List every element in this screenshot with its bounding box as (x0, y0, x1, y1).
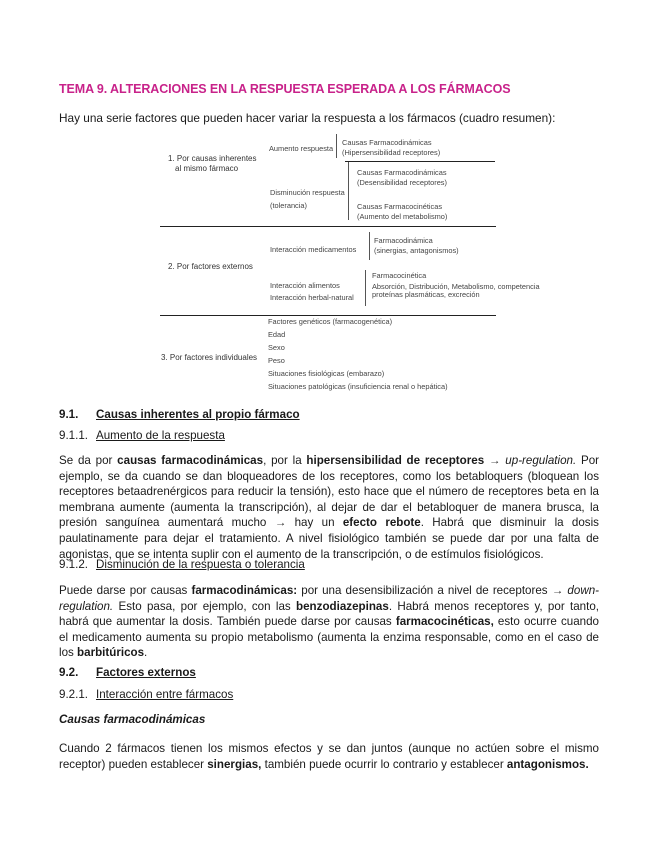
section-number: 9.2. (59, 666, 79, 679)
g2-farmacocinetica-l2: Absorción, Distribución, Metabolismo, competencia (372, 282, 540, 291)
section-9-1-1-heading (59, 429, 225, 442)
g2-farmacocinetica-l3: proteínas plasmáticas, excreción (372, 290, 480, 299)
g1-dism-fc-l1: Causas Farmacocinéticas (357, 202, 443, 211)
section-9-1-heading (59, 408, 300, 421)
section-9-2-heading (59, 666, 196, 679)
g1-dism-fd-l2: (Desensibilidad receptores) (357, 178, 447, 187)
g1-label-line1: 1. Por causas inherentes (168, 154, 257, 163)
g1-dism-fd-l1: Causas Farmacodinámicas (357, 168, 447, 177)
g2-farmacocinetica-l1: Farmacocinética (372, 271, 427, 280)
g1-divider-1 (336, 134, 337, 158)
section-title: Disminución de la respuesta o tolerancia (96, 558, 305, 571)
g2-farmacodinamica-l2: (sinergias, antagonismos) (374, 246, 459, 255)
section-title: Interacción entre fármacos (96, 688, 234, 701)
g2-divider-2 (365, 270, 366, 306)
group-separator-2 (160, 315, 496, 316)
g2-label: 2. Por factores externos (168, 262, 253, 271)
section-title: Causas inherentes al propio fármaco (96, 408, 300, 421)
section-9-2-1-heading (59, 688, 233, 701)
g1-dism-fc-l2: (Aumento del metabolismo) (357, 212, 448, 221)
causas-farmacodinamicas-heading: Causas farmacodinámicas (59, 713, 206, 726)
paragraph-aumento: Se da por causas farmacodinámicas, por la hipersensibilidad de receptores → up-regulation. Por ejemplo, se da cuando se dan bloqueadores de los receptores, como los betabloquers (bloquean los receptores betaadrenérgicos para reducir la tensión), esto hace que el número de receptores beta en la membrana aumente (aumenta la transcripción), al dejar de dar el betabloquer de manera brusca, la presión sanguínea aumentará mucho → hay un efecto rebote. Habrá que disminuir la dosis paulatinamente para dejar el tratamiento. A nivel fisiológico también se puede dar por una falta de agonistas, que se intenta suplir con el aumento de la transcripción, o de estímulos fisiológicos. (59, 454, 600, 561)
g3-label: 3. Por factores individuales (161, 353, 258, 362)
section-title: Aumento de la respuesta (96, 429, 225, 442)
g2-interaccion-medicamentos: Interacción medicamentos (270, 245, 357, 254)
g1-rule-1 (345, 161, 495, 162)
g2-interaccion-herbal: Interacción herbal-natural (270, 293, 354, 302)
g3-item: Peso (268, 356, 285, 365)
section-number: 9.1.1. (59, 429, 89, 442)
g2-interaccion-alimentos: Interacción alimentos (270, 281, 340, 290)
g2-farmacodinamica-l1: Farmacodinámica (374, 236, 433, 245)
paragraph-interaccion: Cuando 2 fármacos tienen los mismos efectos y se dan juntos (aunque no actúen sobre el mismo receptor) pueden establecer sinergias, también puede ocurrir lo contrario y establecer antagonismos. (59, 742, 599, 771)
g1-aumento: Aumento respuesta (269, 144, 334, 153)
g1-disminucion-l1: Disminución respuesta (270, 188, 345, 197)
g3-item: Sexo (268, 343, 285, 352)
g3-item: Factores genéticos (farmacogenética) (268, 317, 393, 326)
section-title: Factores externos (96, 666, 196, 679)
g1-aumento-causa-l2: (Hipersensibilidad receptores) (342, 148, 441, 157)
g1-label-line2: al mismo fármaco (175, 164, 239, 173)
g1-disminucion-l2: (tolerancia) (270, 201, 307, 210)
group-separator-1 (160, 226, 496, 227)
g1-aumento-causa-l1: Causas Farmacodinámicas (342, 138, 432, 147)
intro-text: Hay una serie factores que pueden hacer variar la respuesta a los fármacos (cuadro resumen): (59, 111, 556, 125)
g2-divider-1 (369, 232, 370, 260)
g1-divider-2 (348, 162, 349, 220)
section-9-1-2-heading (59, 558, 305, 571)
section-number: 9.1. (59, 408, 79, 421)
g3-item: Edad (268, 330, 286, 339)
g3-item: Situaciones fisiológicas (embarazo) (268, 369, 385, 378)
section-number: 9.1.2. (59, 558, 89, 571)
page-title: TEMA 9. ALTERACIONES EN LA RESPUESTA ESPERADA A LOS FÁRMACOS (59, 82, 511, 96)
g3-item: Situaciones patológicas (insuficiencia renal o hepática) (268, 382, 448, 391)
paragraph-tolerancia: Puede darse por causas farmacodinámicas: por una desensibilización a nivel de receptores → down-regulation. Esto pasa, por ejemplo, con las benzodiazepinas. Habrá menos receptores y, por tanto, habrá que aumentar la dosis. También puede darse por causas farmacocinéticas, esto ocurre cuando el medicamento aumenta su propio metabolismo (aumenta la enzima responsable, como en el caso de los barbitúricos. (59, 584, 600, 660)
section-number: 9.2.1. (59, 688, 89, 701)
summary-diagram (0, 0, 655, 400)
